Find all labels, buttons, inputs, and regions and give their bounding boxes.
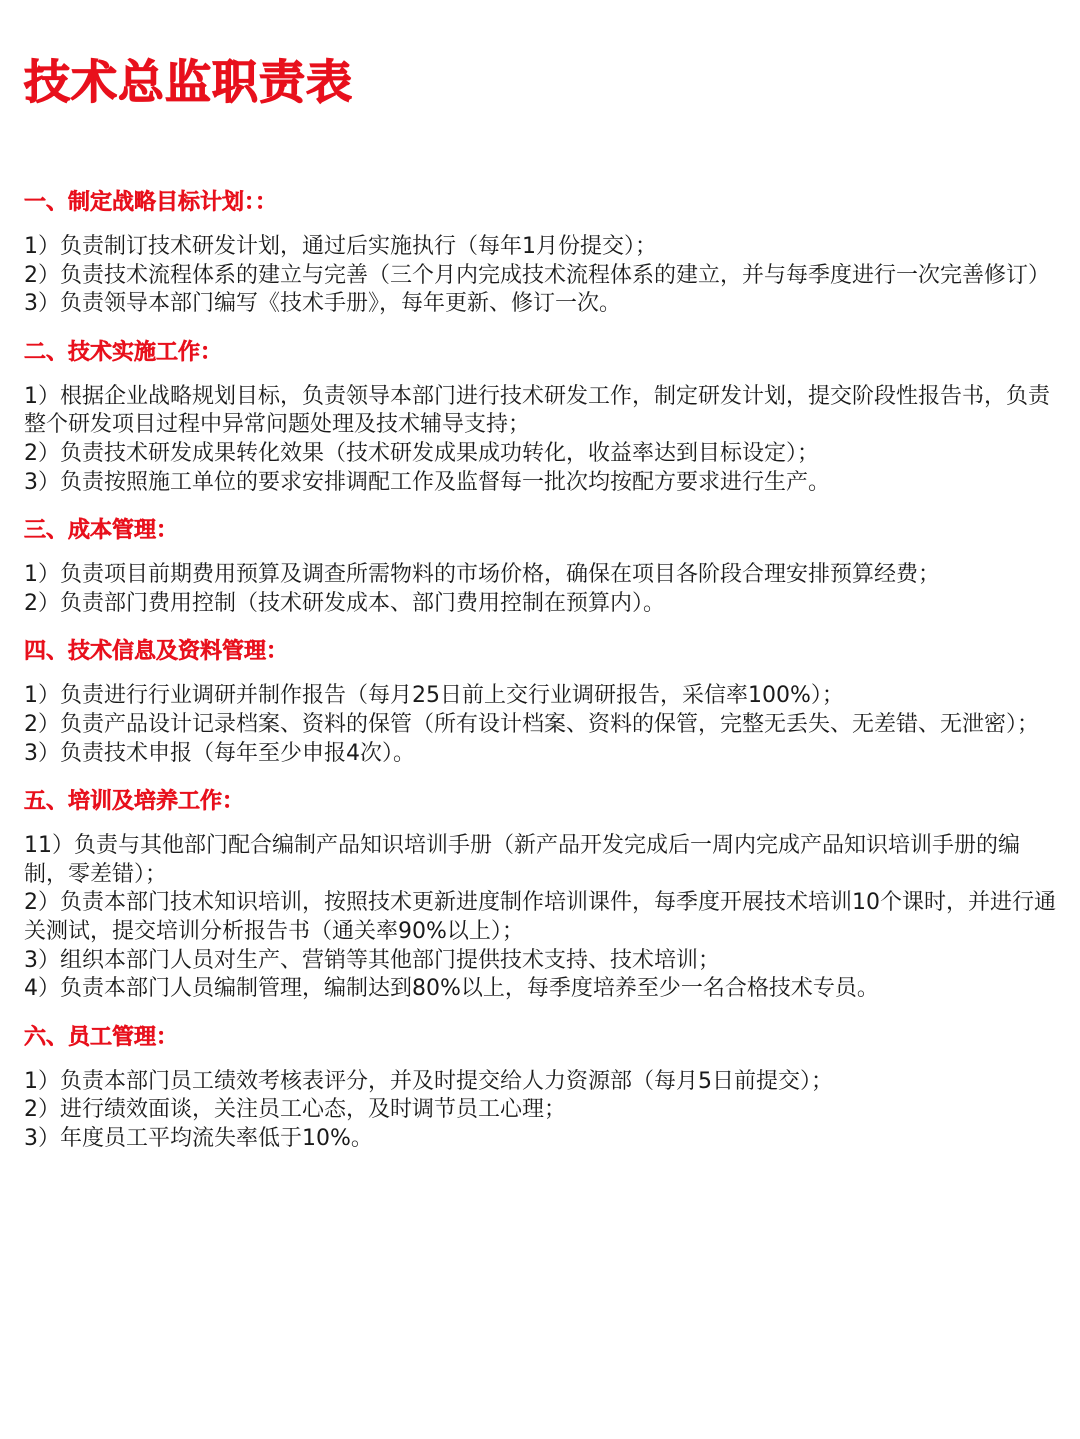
section-strategy [24,186,1056,319]
section-heading: 三、成本管理： [24,518,179,544]
section-heading: 五、培训及培养工作： [24,789,245,815]
list-item: 2）负责部门费用控制（技术研发成本、部门费用控制在预算内）。 [24,590,665,616]
list-item: 3）组织本部门人员对生产、营销等其他部门提供技术支持、技术培训； [24,947,720,973]
page-title: 技术总监职责表 [24,55,353,109]
section-implementation [24,336,1056,497]
list-item: 1）负责进行行业调研并制作报告（每月25日前上交行业调研报告，采信率100%）； [24,683,844,709]
list-item: 1）负责制订技术研发计划，通过后实施执行（每年1月份提交）； [24,234,657,259]
list-item: 1）负责本部门员工绩效考核表评分，并及时提交给人力资源部（每月5日前提交）； [24,1068,833,1094]
section-heading: 一、制定战略目标计划：： [24,190,278,215]
list-item: 3）负责领导本部门编写《技术手册》，每年更新、修订一次。 [24,291,621,317]
section-training [24,785,1056,1004]
list-item: 2）负责技术流程体系的建立与完善（三个月内完成技术流程体系的建立，并与每季度进行一次完善修订） [24,262,1051,288]
list-item: 1）根据企业战略规划目标，负责领导本部门进行技术研发工作，制定研发计划，提交阶段性报告书，负责整个研发项目过程中异常问题处理及技术辅导支持； [24,383,1051,438]
section-heading: 二、技术实施工作： [24,339,223,365]
list-item: 2）进行绩效面谈，关注员工心态，及时调节员工心理； [24,1097,566,1123]
list-item: 3）负责技术申报（每年至少申报4次）。 [24,740,415,766]
section-information [24,635,1056,768]
list-item: 3）负责按照施工单位的要求安排调配工作及监督每一批次均按配方要求进行生产。 [24,469,830,495]
duty-sections [24,186,1056,1170]
list-item: 3）年度员工平均流失率低于10%。 [24,1125,373,1151]
section-heading: 六、员工管理： [24,1024,179,1050]
list-item: 4）负责本部门人员编制管理，编制达到80%以上，每季度培养至少一名合格技术专员。 [24,976,879,1002]
list-item: 2）负责产品设计记录档案、资料的保管（所有设计档案、资料的保管，完整无丢失、无差错、无泄密）； [24,711,1040,737]
list-item: 11）负责与其他部门配合编制产品知识培训手册（新产品开发完成后一周内完成产品知识培训手册的编制，零差错）； [24,833,1020,887]
section-staff [24,1021,1056,1154]
list-item: 1）负责项目前期费用预算及调查所需物料的市场价格，确保在项目各阶段合理安排预算经费； [24,562,941,588]
section-cost [24,514,1056,618]
section-heading: 四、技术信息及资料管理： [24,639,289,665]
list-item: 2）负责技术研发成果转化效果（技术研发成果成功转化，收益率达到目标设定）； [24,440,819,466]
list-item: 2）负责本部门技术知识培训，按照技术更新进度制作培训课件，每季度开展技术培训10个课时，并进行通关测试，提交培训分析报告书（通关率90%以上）； [24,890,1056,944]
